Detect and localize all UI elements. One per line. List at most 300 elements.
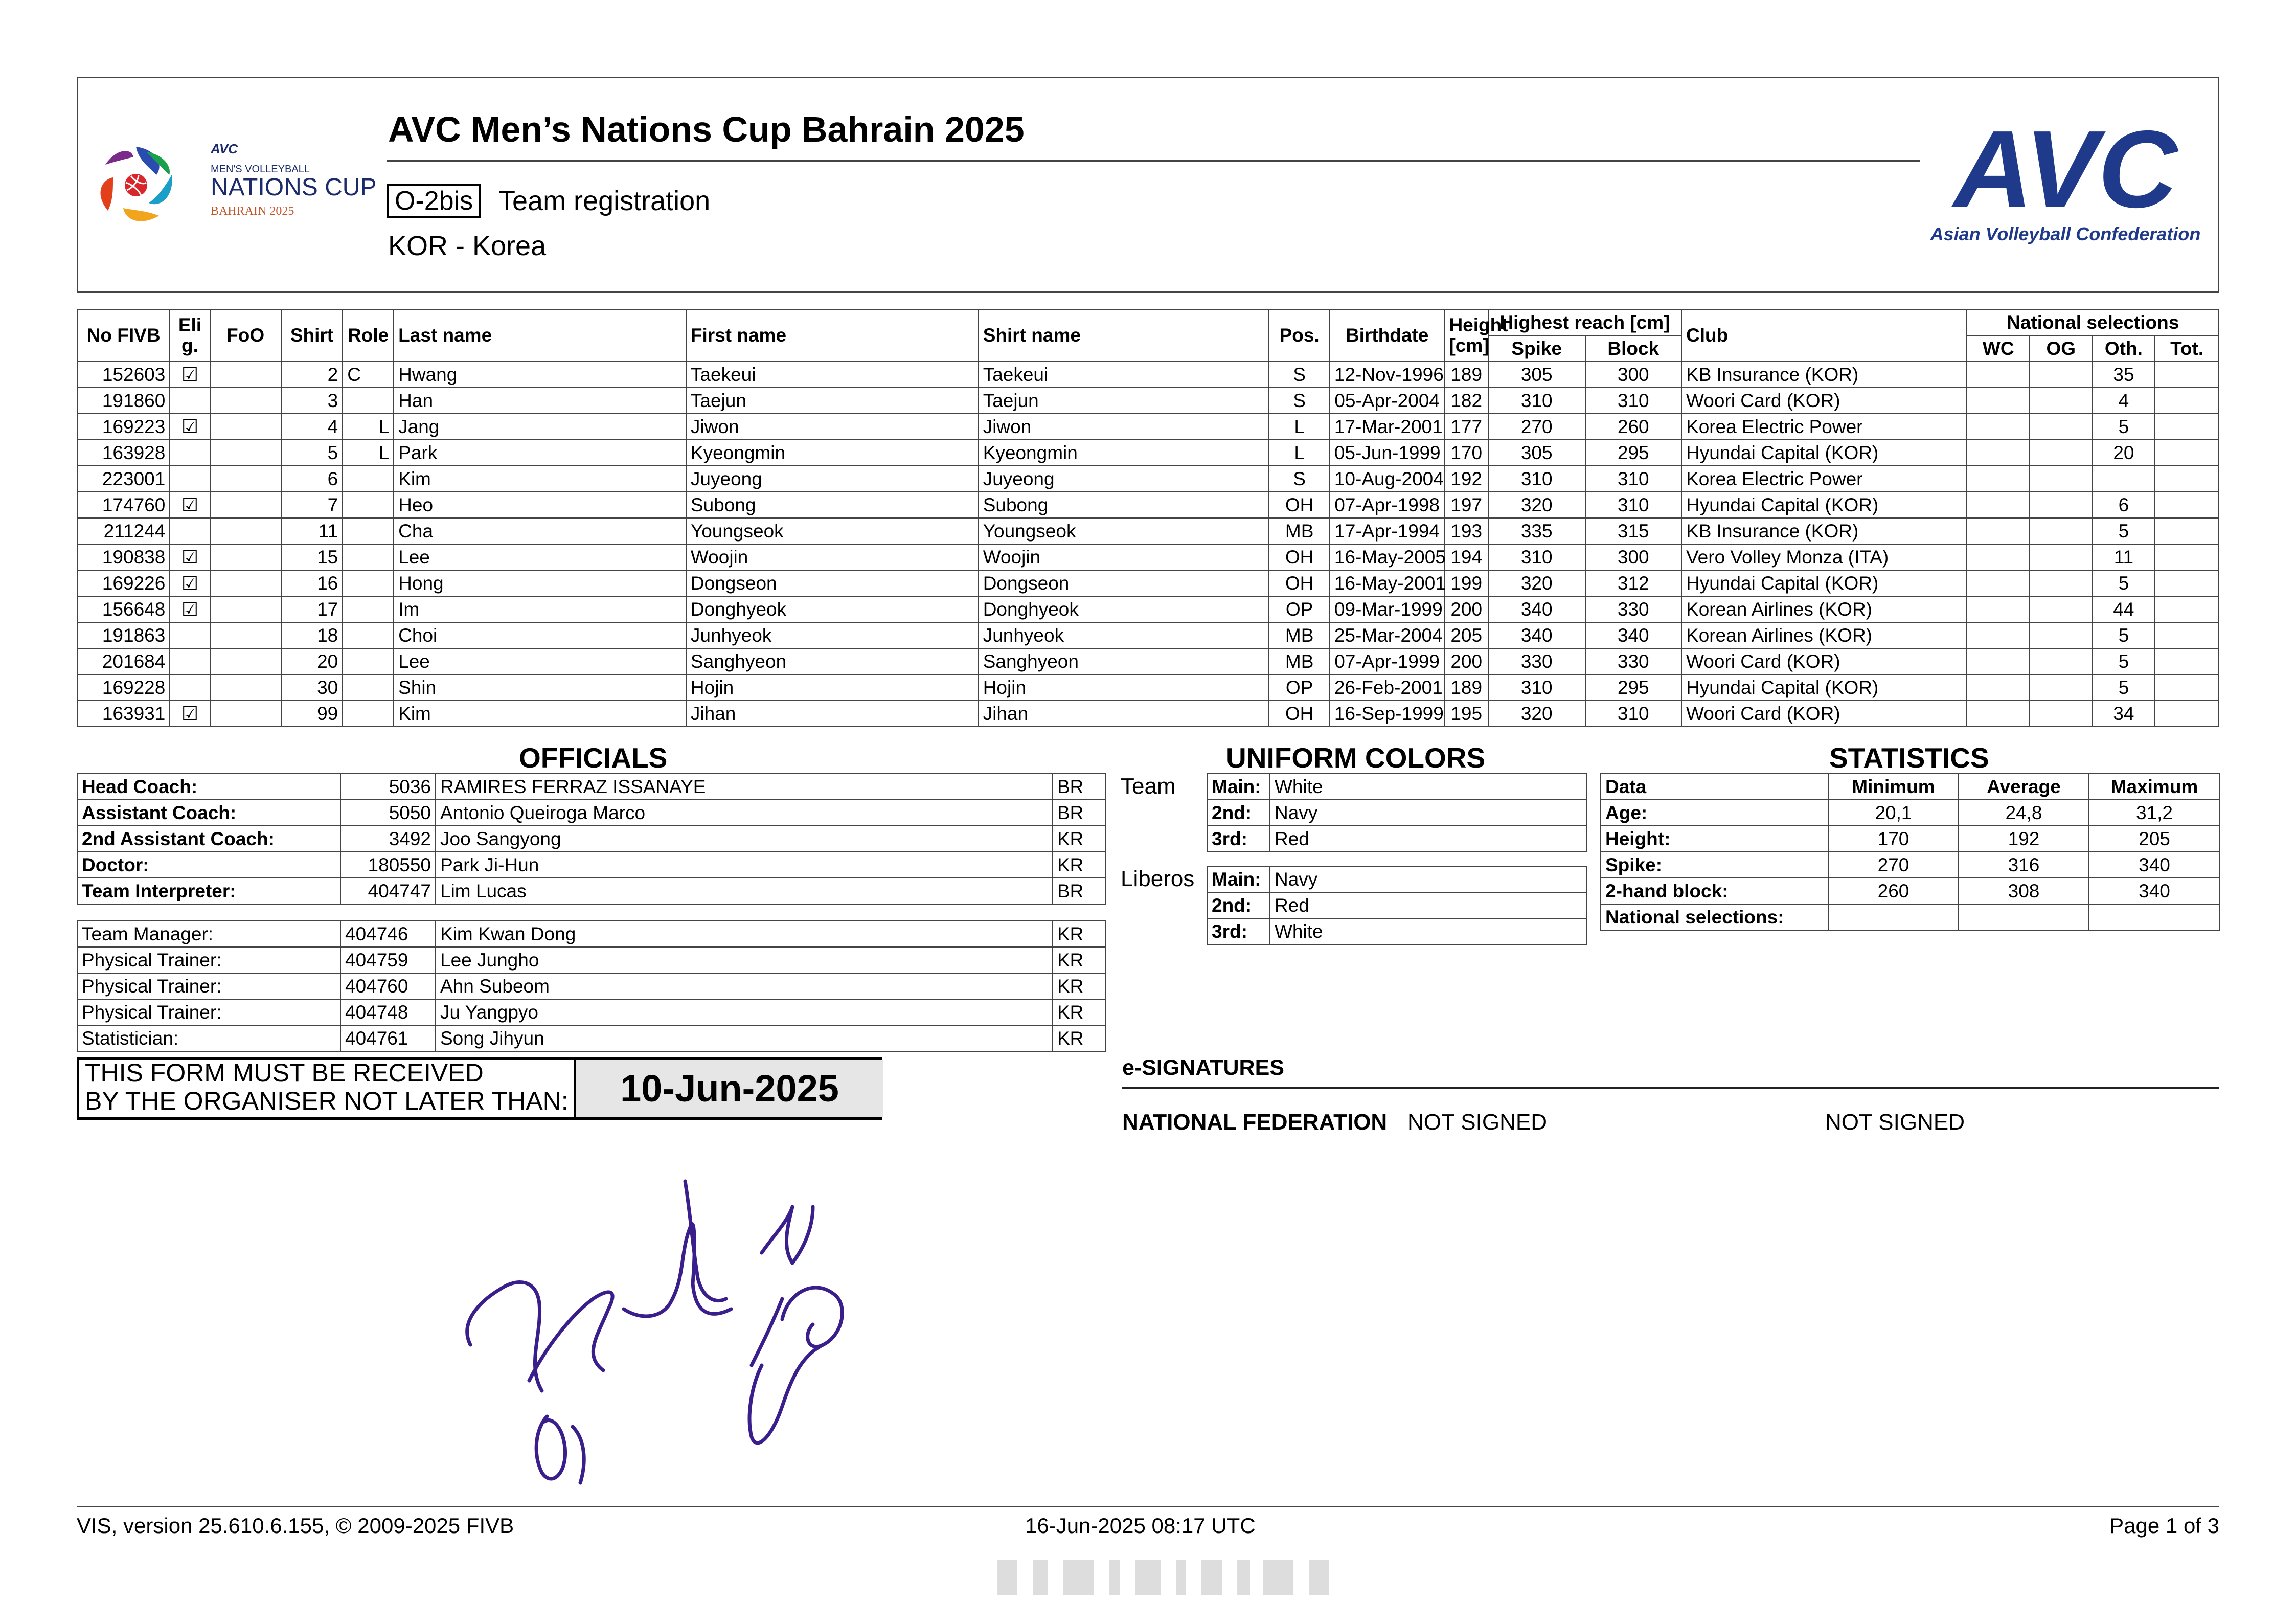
shirt-number: 20 (281, 648, 343, 674)
uniform-slot: 2nd: (1207, 892, 1270, 918)
height: 192 (1444, 466, 1488, 492)
col-shirt-name: Shirt name (979, 309, 1269, 362)
total-selections (2155, 440, 2219, 466)
foo-cell (210, 674, 281, 701)
first-name: Taekeui (686, 362, 979, 388)
total-selections (2155, 544, 2219, 570)
last-name: Lee (394, 648, 686, 674)
role-cell (343, 701, 394, 727)
eligible-check: ☑ (170, 544, 210, 570)
height: 205 (1444, 622, 1488, 648)
uniform-slot: 3rd: (1207, 918, 1270, 944)
og-selections (2030, 414, 2093, 440)
spike-reach: 305 (1488, 362, 1585, 388)
eligible-check: ☑ (170, 492, 210, 518)
player-row (77, 440, 2219, 466)
avc-logo-mark: AVC (1953, 107, 2177, 231)
wc-selections (1967, 492, 2030, 518)
stat-maximum: 31,2 (2089, 800, 2220, 826)
official-row (77, 999, 1105, 1025)
stats-col-minimum: Minimum (1828, 774, 1959, 800)
official-id: 404761 (340, 1025, 436, 1051)
block-reach: 295 (1585, 674, 1682, 701)
nations-cup-logo (90, 134, 376, 236)
page-title: AVC Men’s Nations Cup Bahrain 2025 (388, 109, 1025, 149)
og-selections (2030, 596, 2093, 622)
form-code: O-2bis (387, 184, 481, 218)
shirt-number: 5 (281, 440, 343, 466)
birthdate: 16-Sep-1999 (1330, 701, 1445, 727)
player-row (77, 388, 2219, 414)
role-cell: C (343, 362, 394, 388)
foo-cell (210, 414, 281, 440)
shirt-name: Sanghyeon (979, 648, 1269, 674)
official-nationality: BR (1053, 774, 1105, 800)
shirt-name: Taekeui (979, 362, 1269, 388)
deadline-line2: BY THE ORGANISER NOT LATER THAN: (85, 1087, 569, 1115)
club: Hyundai Capital (KOR) (1681, 674, 1967, 701)
stat-average: 24,8 (1959, 800, 2089, 826)
club: Korea Electric Power (1681, 414, 1967, 440)
eligible-check (170, 440, 210, 466)
last-name: Im (394, 596, 686, 622)
wc-selections (1967, 518, 2030, 544)
total-selections (2155, 596, 2219, 622)
official-name: Lim Lucas (436, 878, 1053, 904)
shirt-number: 30 (281, 674, 343, 701)
col-pos: Pos. (1269, 309, 1329, 362)
uniform-slot: Main: (1207, 866, 1270, 892)
other-selections: 44 (2093, 596, 2155, 622)
uniform-color: White (1270, 774, 1586, 800)
height: 177 (1444, 414, 1488, 440)
role-cell (343, 570, 394, 596)
official-name: Ahn Subeom (436, 973, 1053, 999)
shirt-name: Jiwon (979, 414, 1269, 440)
other-selections: 20 (2093, 440, 2155, 466)
other-selections (2093, 466, 2155, 492)
shirt-name: Donghyeok (979, 596, 1269, 622)
og-selections (2030, 674, 2093, 701)
eligible-check (170, 648, 210, 674)
other-selections: 6 (2093, 492, 2155, 518)
height: 182 (1444, 388, 1488, 414)
wc-selections (1967, 648, 2030, 674)
block-reach: 295 (1585, 440, 1682, 466)
stat-label: 2-hand block: (1601, 878, 1828, 904)
uniform-row (1207, 826, 1586, 852)
position: MB (1269, 648, 1329, 674)
fivb-number: 163931 (77, 701, 170, 727)
official-id: 404747 (340, 878, 436, 904)
uniform-team-table (1207, 773, 1587, 852)
foo-cell (210, 466, 281, 492)
last-name: Lee (394, 544, 686, 570)
total-selections (2155, 492, 2219, 518)
footer-page-number: Page 1 of 3 (2109, 1514, 2219, 1538)
club: KB Insurance (KOR) (1681, 362, 1967, 388)
og-selections (2030, 544, 2093, 570)
shirt-name: Junhyeok (979, 622, 1269, 648)
position: MB (1269, 518, 1329, 544)
block-reach: 340 (1585, 622, 1682, 648)
last-name: Hwang (394, 362, 686, 388)
foo-cell (210, 388, 281, 414)
shirt-name: Juyeong (979, 466, 1269, 492)
official-nationality: KR (1053, 921, 1105, 947)
fivb-number: 156648 (77, 596, 170, 622)
player-row (77, 596, 2219, 622)
official-row (77, 921, 1105, 947)
uniform-liberos-label: Liberos (1121, 866, 1195, 891)
official-id: 5036 (340, 774, 436, 800)
role-cell (343, 596, 394, 622)
shirt-number: 6 (281, 466, 343, 492)
block-reach: 310 (1585, 388, 1682, 414)
col-oth: Oth. (2093, 335, 2155, 362)
first-name: Donghyeok (686, 596, 979, 622)
stat-maximum (2089, 904, 2220, 930)
wc-selections (1967, 362, 2030, 388)
col-elig: Eli g. (170, 309, 210, 362)
official-name: Joo Sangyong (436, 826, 1053, 852)
role-cell (343, 492, 394, 518)
first-name: Junhyeok (686, 622, 979, 648)
footer-timestamp: 16-Jun-2025 08:17 UTC (1025, 1514, 1256, 1538)
role-cell (343, 674, 394, 701)
wc-selections (1967, 544, 2030, 570)
shirt-name: Hojin (979, 674, 1269, 701)
club: Woori Card (KOR) (1681, 648, 1967, 674)
col-block: Block (1585, 335, 1682, 362)
uniform-slot: 3rd: (1207, 826, 1270, 852)
foo-cell (210, 518, 281, 544)
shirt-number: 15 (281, 544, 343, 570)
block-reach: 300 (1585, 544, 1682, 570)
total-selections (2155, 648, 2219, 674)
other-selections: 5 (2093, 622, 2155, 648)
height: 194 (1444, 544, 1488, 570)
last-name: Kim (394, 466, 686, 492)
shirt-number: 16 (281, 570, 343, 596)
birthdate: 25-Mar-2004 (1330, 622, 1445, 648)
birthdate: 05-Jun-1999 (1330, 440, 1445, 466)
block-reach: 300 (1585, 362, 1682, 388)
fivb-number: 169226 (77, 570, 170, 596)
last-name: Choi (394, 622, 686, 648)
statistics-row (1601, 878, 2220, 904)
statistics-title: STATISTICS (1829, 742, 1989, 774)
role-cell (343, 622, 394, 648)
col-shirt: Shirt (281, 309, 343, 362)
first-name: Youngseok (686, 518, 979, 544)
uniform-slot: 2nd: (1207, 800, 1270, 826)
wc-selections (1967, 622, 2030, 648)
foo-cell (210, 362, 281, 388)
spike-reach: 310 (1488, 466, 1585, 492)
eligible-check (170, 622, 210, 648)
fivb-number: 169223 (77, 414, 170, 440)
official-nationality: KR (1053, 852, 1105, 878)
fivb-number: 190838 (77, 544, 170, 570)
position: OH (1269, 570, 1329, 596)
total-selections (2155, 518, 2219, 544)
og-selections (2030, 362, 2093, 388)
first-name: Subong (686, 492, 979, 518)
role-cell: L (343, 414, 394, 440)
og-selections (2030, 492, 2093, 518)
block-reach: 310 (1585, 466, 1682, 492)
stat-minimum: 20,1 (1828, 800, 1959, 826)
col-last-name: Last name (394, 309, 686, 362)
footer-version: VIS, version 25.610.6.155, © 2009-2025 FIVB (77, 1514, 514, 1538)
official-name: Song Jihyun (436, 1025, 1053, 1051)
player-row (77, 518, 2219, 544)
position: S (1269, 388, 1329, 414)
position: OH (1269, 544, 1329, 570)
shirt-number: 11 (281, 518, 343, 544)
first-name: Juyeong (686, 466, 979, 492)
eligible-check (170, 674, 210, 701)
eligible-check (170, 388, 210, 414)
official-id: 180550 (340, 852, 436, 878)
og-selections (2030, 440, 2093, 466)
official-role: Assistant Coach: (77, 800, 340, 826)
wc-selections (1967, 414, 2030, 440)
foo-cell (210, 648, 281, 674)
col-og: OG (2030, 335, 2093, 362)
shirt-number: 4 (281, 414, 343, 440)
official-row (77, 1025, 1105, 1051)
official-role: Doctor: (77, 852, 340, 878)
spike-reach: 320 (1488, 492, 1585, 518)
col-foo: FoO (210, 309, 281, 362)
first-name: Jiwon (686, 414, 979, 440)
other-selections: 34 (2093, 701, 2155, 727)
official-id: 404748 (340, 999, 436, 1025)
eligible-check: ☑ (170, 414, 210, 440)
stats-col-average: Average (1959, 774, 2089, 800)
stat-label: Age: (1601, 800, 1828, 826)
height: 170 (1444, 440, 1488, 466)
foo-cell (210, 622, 281, 648)
player-row (77, 622, 2219, 648)
last-name: Park (394, 440, 686, 466)
total-selections (2155, 674, 2219, 701)
birthdate: 17-Apr-1994 (1330, 518, 1445, 544)
height: 195 (1444, 701, 1488, 727)
official-name: Lee Jungho (436, 947, 1053, 973)
uniform-row (1207, 774, 1586, 800)
col-club: Club (1681, 309, 1967, 362)
foo-cell (210, 570, 281, 596)
deadline-line1: THIS FORM MUST BE RECEIVED (85, 1058, 484, 1087)
club: Korea Electric Power (1681, 466, 1967, 492)
block-reach: 330 (1585, 648, 1682, 674)
officials-table-1 (77, 773, 1106, 905)
shirt-number: 7 (281, 492, 343, 518)
height: 199 (1444, 570, 1488, 596)
avc-logo (1927, 107, 2203, 251)
position: S (1269, 466, 1329, 492)
position: OH (1269, 701, 1329, 727)
uniform-color: Red (1270, 826, 1586, 852)
shirt-name: Dongseon (979, 570, 1269, 596)
wc-selections (1967, 570, 2030, 596)
birthdate: 07-Apr-1998 (1330, 492, 1445, 518)
spike-reach: 340 (1488, 622, 1585, 648)
col-height: Height [cm] (1444, 309, 1488, 362)
role-cell: L (343, 440, 394, 466)
first-name: Taejun (686, 388, 979, 414)
official-role: Statistician: (77, 1025, 340, 1051)
fivb-number: 163928 (77, 440, 170, 466)
og-selections (2030, 466, 2093, 492)
official-name: Antonio Queiroga Marco (436, 800, 1053, 826)
role-cell (343, 388, 394, 414)
shirt-number: 18 (281, 622, 343, 648)
official-nationality: BR (1053, 878, 1105, 904)
position: L (1269, 414, 1329, 440)
spike-reach: 310 (1488, 544, 1585, 570)
official-role: Physical Trainer: (77, 999, 340, 1025)
uniform-row (1207, 892, 1586, 918)
col-first-name: First name (686, 309, 979, 362)
col-national-selections: National selections (1967, 309, 2219, 335)
official-row (77, 852, 1105, 878)
col-highest-reach: Highest reach [cm] (1488, 309, 1681, 335)
official-nationality: KR (1053, 973, 1105, 999)
statistics-table (1600, 773, 2220, 931)
official-id: 404759 (340, 947, 436, 973)
stat-minimum: 170 (1828, 826, 1959, 852)
stat-average: 192 (1959, 826, 2089, 852)
spike-reach: 335 (1488, 518, 1585, 544)
avc-logo-caption: Asian Volleyball Confederation (1930, 223, 2201, 244)
official-nationality: KR (1053, 826, 1105, 852)
club: KB Insurance (KOR) (1681, 518, 1967, 544)
col-role: Role (343, 309, 394, 362)
birthdate: 10-Aug-2004 (1330, 466, 1445, 492)
other-selections: 5 (2093, 570, 2155, 596)
other-selections: 4 (2093, 388, 2155, 414)
shirt-name: Kyeongmin (979, 440, 1269, 466)
official-role: Head Coach: (77, 774, 340, 800)
esignatures-divider (1122, 1087, 2219, 1089)
eligible-check: ☑ (170, 701, 210, 727)
uniform-color: Red (1270, 892, 1586, 918)
uniform-colors-title: UNIFORM COLORS (1226, 742, 1486, 774)
height: 189 (1444, 674, 1488, 701)
official-id: 3492 (340, 826, 436, 852)
birthdate: 09-Mar-1999 (1330, 596, 1445, 622)
club: Korean Airlines (KOR) (1681, 622, 1967, 648)
national-federation-label: NATIONAL FEDERATION (1122, 1110, 1388, 1135)
birthdate: 05-Apr-2004 (1330, 388, 1445, 414)
birthdate: 17-Mar-2001 (1330, 414, 1445, 440)
foo-cell (210, 701, 281, 727)
shirt-name: Subong (979, 492, 1269, 518)
fivb-number: 152603 (77, 362, 170, 388)
uniform-row (1207, 800, 1586, 826)
shirt-number: 99 (281, 701, 343, 727)
official-row (77, 973, 1105, 999)
foo-cell (210, 596, 281, 622)
og-selections (2030, 388, 2093, 414)
officials-title: OFFICIALS (519, 742, 668, 774)
col-spike: Spike (1488, 335, 1585, 362)
cup-logo-line1: MEN'S VOLLEYBALL (211, 164, 310, 175)
spike-reach: 310 (1488, 674, 1585, 701)
total-selections (2155, 362, 2219, 388)
birthdate: 16-May-2005 (1330, 544, 1445, 570)
col-tot: Tot. (2155, 335, 2219, 362)
total-selections (2155, 570, 2219, 596)
other-selections: 5 (2093, 648, 2155, 674)
cup-logo-line3: BAHRAIN 2025 (211, 205, 294, 218)
official-row (77, 774, 1105, 800)
official-row (77, 800, 1105, 826)
total-selections (2155, 414, 2219, 440)
fivb-number: 174760 (77, 492, 170, 518)
col-birthdate: Birthdate (1330, 309, 1445, 362)
eligible-check (170, 466, 210, 492)
player-row (77, 570, 2219, 596)
handwritten-signature (455, 1151, 1022, 1508)
eligible-check: ☑ (170, 596, 210, 622)
form-title: Team registration (498, 186, 711, 216)
first-name: Sanghyeon (686, 648, 979, 674)
role-cell (343, 466, 394, 492)
official-role: Team Manager: (77, 921, 340, 947)
uniform-slot: Main: (1207, 774, 1270, 800)
wc-selections (1967, 388, 2030, 414)
club: Woori Card (KOR) (1681, 388, 1967, 414)
role-cell (343, 518, 394, 544)
stats-col-data: Data (1601, 774, 1828, 800)
player-row (77, 466, 2219, 492)
position: MB (1269, 622, 1329, 648)
official-nationality: KR (1053, 999, 1105, 1025)
stat-label: National selections: (1601, 904, 1828, 930)
club: Hyundai Capital (KOR) (1681, 570, 1967, 596)
last-name: Heo (394, 492, 686, 518)
og-selections (2030, 648, 2093, 674)
stat-label: Spike: (1601, 852, 1828, 878)
position: L (1269, 440, 1329, 466)
last-name: Han (394, 388, 686, 414)
height: 189 (1444, 362, 1488, 388)
official-row (77, 947, 1105, 973)
block-reach: 330 (1585, 596, 1682, 622)
official-nationality: BR (1053, 800, 1105, 826)
official-row (77, 878, 1105, 904)
barcode-mark (997, 1554, 1345, 1601)
official-name: Park Ji-Hun (436, 852, 1053, 878)
eligible-check: ☑ (170, 570, 210, 596)
official-role: Physical Trainer: (77, 973, 340, 999)
official-name: Kim Kwan Dong (436, 921, 1053, 947)
other-selections: 35 (2093, 362, 2155, 388)
shirt-number: 2 (281, 362, 343, 388)
birthdate: 12-Nov-1996 (1330, 362, 1445, 388)
other-selections: 5 (2093, 674, 2155, 701)
eligible-check: ☑ (170, 362, 210, 388)
official-nationality: KR (1053, 947, 1105, 973)
title-divider (387, 160, 1920, 162)
official-name: RAMIRES FERRAZ ISSANAYE (436, 774, 1053, 800)
club: Vero Volley Monza (ITA) (1681, 544, 1967, 570)
